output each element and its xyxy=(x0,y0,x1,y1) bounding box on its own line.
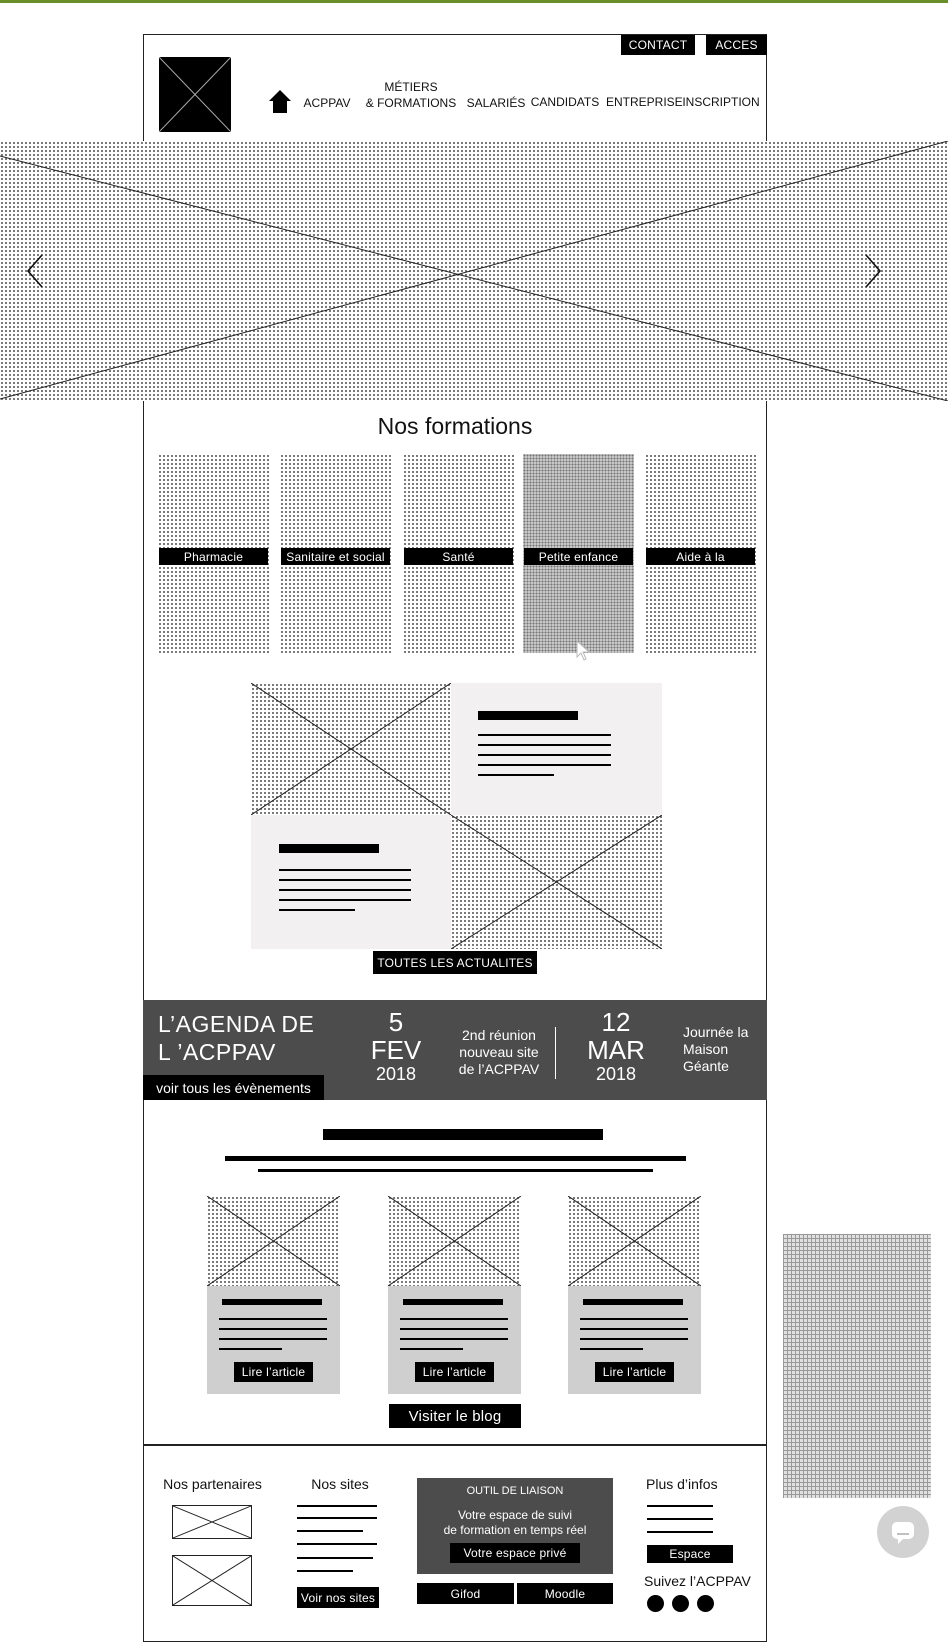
infos-title: Plus d’infos xyxy=(646,1476,718,1492)
formation-label-petite-enfance: Petite enfance xyxy=(524,548,633,565)
moodle-button[interactable]: Moodle xyxy=(517,1583,613,1604)
news-title-line xyxy=(478,711,578,720)
acces-link[interactable]: ACCES xyxy=(706,35,767,55)
agenda-event-1-text-line: de l’ACPPAV xyxy=(458,1061,540,1077)
blog-card-title-line xyxy=(403,1299,503,1305)
agenda-divider xyxy=(555,1027,556,1079)
side-panel-placeholder xyxy=(783,1234,931,1498)
formation-label-aide: Aide à la xyxy=(646,548,755,565)
slider-next-arrow-icon[interactable] xyxy=(862,253,884,289)
liaison-title: OUTIL DE LIAISON xyxy=(466,1485,564,1497)
news-text-line xyxy=(478,774,554,776)
news-image-1[interactable] xyxy=(251,683,451,815)
agenda-see-all-link[interactable]: voir tous les évènements xyxy=(143,1075,324,1100)
blog-card-text-line xyxy=(580,1328,688,1330)
mouse-cursor-icon xyxy=(576,640,592,662)
news-text-line xyxy=(279,889,411,891)
agenda-event-1-date[interactable] xyxy=(363,1008,429,1084)
gifod-button[interactable]: Gifod xyxy=(417,1583,514,1604)
visit-blog-button[interactable]: Visiter le blog xyxy=(389,1404,521,1428)
agenda-event-2-date[interactable] xyxy=(576,1008,656,1084)
blog-card-text-line xyxy=(400,1338,508,1340)
blog-card-3-read-button[interactable]: Lire l’article xyxy=(595,1362,674,1382)
blog-card-3[interactable] xyxy=(568,1286,701,1394)
news-text-line xyxy=(279,909,355,911)
formation-label-pharmacie: Pharmacie xyxy=(159,548,268,565)
logo[interactable] xyxy=(159,57,231,132)
blog-card-text-line xyxy=(580,1318,688,1320)
sites-link-line[interactable] xyxy=(297,1543,377,1545)
news-image-2[interactable] xyxy=(451,815,662,949)
sites-link-line[interactable] xyxy=(297,1505,377,1507)
news-title-line xyxy=(279,844,379,853)
sites-title: Nos sites xyxy=(311,1476,369,1492)
agenda-event-2-text-line: Maison xyxy=(683,1041,729,1057)
nav-salaries[interactable]: SALARIÉS xyxy=(466,96,526,110)
news-text-line xyxy=(478,734,611,736)
hero-slider xyxy=(0,141,948,401)
slider-prev-arrow-icon[interactable] xyxy=(24,253,46,289)
top-accent-line xyxy=(0,0,948,3)
blog-card-text-line xyxy=(219,1318,327,1320)
nav-candidats[interactable]: CANDIDATS xyxy=(530,95,600,109)
blog-card-text-line xyxy=(400,1348,463,1350)
blog-card-text-line xyxy=(219,1348,282,1350)
agenda-title xyxy=(158,1010,358,1066)
blog-card-2[interactable] xyxy=(388,1286,521,1394)
blog-card-text-line xyxy=(400,1328,508,1330)
news-text-line xyxy=(279,879,411,881)
agenda-event-1-text[interactable] xyxy=(446,1027,552,1078)
agenda-event-2-month: MAR xyxy=(587,1035,645,1065)
news-text-block-2[interactable] xyxy=(251,815,451,949)
formation-label-sanitaire: Sanitaire et social xyxy=(281,548,390,565)
nav-metiers-formations[interactable] xyxy=(363,79,459,111)
blog-card-2-image[interactable] xyxy=(388,1196,521,1286)
agenda-event-2-text-line: Journée la xyxy=(683,1024,749,1040)
see-sites-button[interactable]: Voir nos sites xyxy=(297,1587,379,1608)
blog-card-1-read-button[interactable]: Lire l’article xyxy=(234,1362,313,1382)
liaison-box xyxy=(417,1478,613,1574)
blog-heading-line xyxy=(323,1129,603,1140)
infos-link-line[interactable] xyxy=(647,1531,713,1533)
social-icon-2[interactable] xyxy=(672,1595,689,1612)
blog-card-title-line xyxy=(222,1299,322,1305)
sites-link-line[interactable] xyxy=(297,1570,353,1572)
contact-link[interactable]: CONTACT xyxy=(621,35,695,55)
espace-button[interactable]: Espace xyxy=(647,1545,733,1563)
formations-title: Nos formations xyxy=(377,413,533,439)
nav-entreprise[interactable]: ENTREPRISE xyxy=(606,95,683,109)
chat-button[interactable] xyxy=(877,1506,929,1558)
chat-icon xyxy=(889,1518,917,1546)
social-icon-1[interactable] xyxy=(647,1595,664,1612)
news-text-line xyxy=(478,764,611,766)
agenda-title-line2: L ’ACPPAV xyxy=(158,1039,276,1065)
news-text-line xyxy=(478,754,611,756)
sites-link-line[interactable] xyxy=(297,1530,363,1532)
private-space-button[interactable]: Votre espace privé xyxy=(450,1543,580,1563)
blog-card-title-line xyxy=(583,1299,683,1305)
partner-logo-1[interactable] xyxy=(172,1505,252,1539)
agenda-event-1-month: FEV xyxy=(370,1035,422,1065)
agenda-event-1-text-line: 2nd réunion xyxy=(462,1027,536,1043)
partners-title: Nos partenaires xyxy=(163,1476,262,1492)
blog-card-1-image[interactable] xyxy=(207,1196,340,1286)
social-icon-3[interactable] xyxy=(697,1595,714,1612)
blog-subheading-line xyxy=(225,1156,686,1161)
news-text-line xyxy=(279,899,411,901)
blog-card-3-image[interactable] xyxy=(568,1196,701,1286)
formation-label-sante: Santé xyxy=(404,548,513,565)
agenda-event-2-text-line: Géante xyxy=(683,1058,729,1074)
partner-logo-2[interactable] xyxy=(172,1555,252,1606)
news-text-block-1[interactable] xyxy=(451,683,662,815)
nav-inscription[interactable]: INSCRIPTION xyxy=(682,95,760,109)
agenda-event-2-day: 12 xyxy=(601,1007,631,1037)
sites-link-line[interactable] xyxy=(297,1557,373,1559)
sites-link-line[interactable] xyxy=(297,1517,377,1519)
home-icon[interactable] xyxy=(269,89,291,113)
infos-link-line[interactable] xyxy=(647,1505,713,1507)
agenda-title-line1: L’AGENDA DE xyxy=(158,1011,315,1037)
agenda-event-1-year: 2018 xyxy=(375,1064,417,1084)
news-text-line xyxy=(478,744,611,746)
footer-divider xyxy=(143,1444,767,1446)
blog-subheading-line xyxy=(258,1169,653,1172)
follow-title: Suivez l’ACPPAV xyxy=(644,1573,751,1589)
infos-link-line[interactable] xyxy=(647,1518,713,1520)
liaison-text-line2: de formation en temps réel xyxy=(443,1523,587,1537)
agenda-event-1-text-line: nouveau site xyxy=(459,1044,539,1060)
blog-card-text-line xyxy=(219,1328,327,1330)
blog-card-text-line xyxy=(580,1338,688,1340)
blog-card-1[interactable] xyxy=(207,1286,340,1394)
blog-card-text-line xyxy=(400,1318,508,1320)
blog-card-text-line xyxy=(219,1338,327,1340)
nav-metiers-line2: & FORMATIONS xyxy=(365,96,457,110)
agenda-event-1-day: 5 xyxy=(388,1007,404,1037)
nav-metiers-line1: MÉTIERS xyxy=(384,80,438,94)
liaison-text-line1: Votre espace de suivi xyxy=(457,1508,573,1522)
blog-card-text-line xyxy=(580,1348,643,1350)
all-news-button[interactable]: TOUTES LES ACTUALITES xyxy=(373,951,537,974)
blog-card-2-read-button[interactable]: Lire l’article xyxy=(415,1362,494,1382)
nav-home[interactable]: ACPPAV xyxy=(303,96,351,110)
agenda-event-2-year: 2018 xyxy=(595,1064,637,1084)
news-text-line xyxy=(279,869,411,871)
agenda-event-2-text[interactable] xyxy=(683,1024,767,1075)
